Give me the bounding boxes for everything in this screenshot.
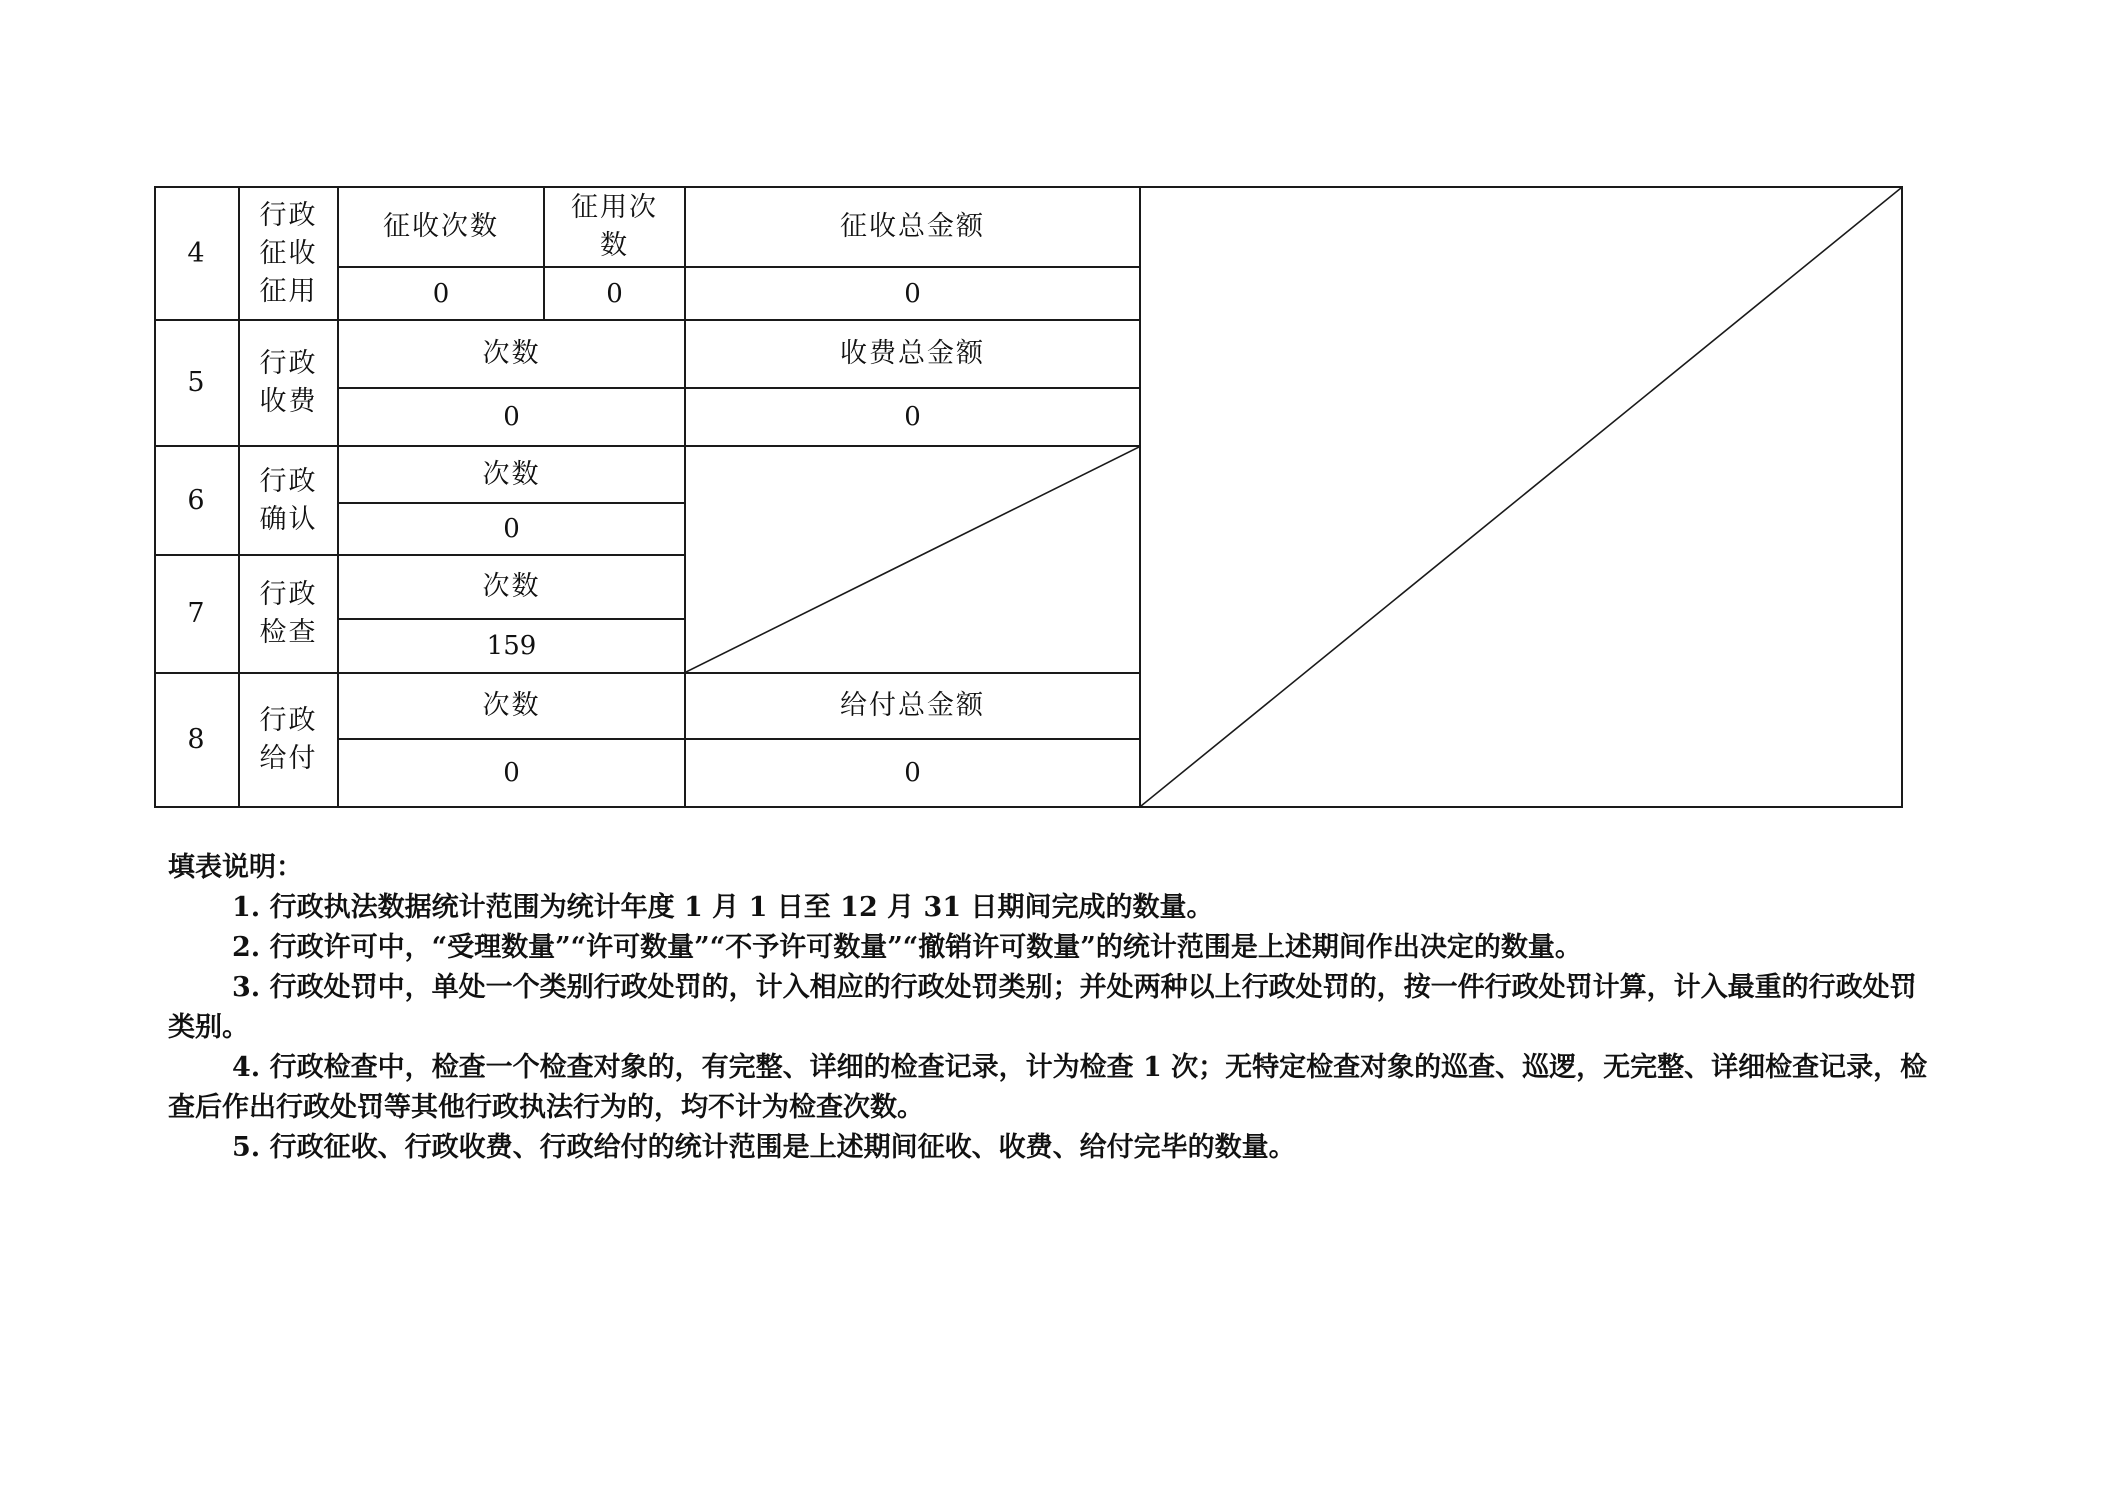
category-line: 征收 bbox=[259, 237, 318, 269]
header-cell: 给付总金额 bbox=[685, 673, 1140, 739]
value-cell: 0 bbox=[544, 267, 685, 320]
value-cell: 0 bbox=[685, 267, 1140, 320]
note-item: 2. 行政许可中，“受理数量”“许可数量”“不予许可数量”“撤销许可数量”的统计范围是上述期间作出决定的数量。 bbox=[232, 932, 1582, 963]
category-line: 行政 bbox=[259, 465, 318, 497]
header-cell: 次数 bbox=[338, 673, 685, 739]
value-cell: 0 bbox=[338, 388, 685, 446]
filling-instructions bbox=[168, 848, 1938, 1168]
note-item: 4. 行政检查中，检查一个检查对象的，有完整、详细的检查记录，计为检查 1 次；无特定检查对象的巡查、巡逻，无完整、详细检查记录，检查后作出行政处罚等其他行政执法行为的，均不计为检查次数。 bbox=[168, 1052, 1928, 1123]
diagonal-line bbox=[686, 447, 1139, 672]
row-number: 8 bbox=[155, 673, 239, 807]
value-cell: 0 bbox=[685, 739, 1140, 807]
statistics-table bbox=[154, 186, 1903, 808]
category-line: 确认 bbox=[259, 503, 318, 535]
value-cell: 159 bbox=[338, 619, 685, 673]
category-line: 行政 bbox=[259, 348, 318, 379]
row-number: 7 bbox=[155, 555, 239, 673]
header-cell: 收费总金额 bbox=[685, 320, 1140, 388]
header-cell: 征用次 数 bbox=[544, 187, 685, 267]
header-cell: 次数 bbox=[338, 446, 685, 503]
row-number: 5 bbox=[155, 320, 239, 446]
diagonal-empty-cell bbox=[685, 446, 1140, 673]
value-cell: 0 bbox=[338, 739, 685, 807]
header-cell: 次数 bbox=[338, 320, 685, 388]
header-cell: 征收总金额 bbox=[685, 187, 1140, 267]
header-cell: 征收次数 bbox=[338, 187, 544, 267]
header-cell: 次数 bbox=[338, 555, 685, 619]
value-cell: 0 bbox=[338, 503, 685, 555]
diagonal-line bbox=[1141, 188, 1901, 806]
category-label bbox=[239, 555, 338, 673]
category-label bbox=[239, 673, 338, 807]
row-number: 6 bbox=[155, 446, 239, 555]
value-cell: 0 bbox=[685, 388, 1140, 446]
category-label bbox=[239, 320, 338, 446]
value-cell: 0 bbox=[338, 267, 544, 320]
category-line: 收费 bbox=[259, 386, 318, 417]
category-line: 行政 bbox=[259, 705, 318, 736]
row-number: 4 bbox=[155, 187, 239, 320]
category-line: 行政 bbox=[259, 199, 318, 231]
category-line: 检查 bbox=[259, 617, 318, 648]
notes-title: 填表说明： bbox=[168, 852, 303, 883]
note-item: 5. 行政征收、行政收费、行政给付的统计范围是上述期间征收、收费、给付完毕的数量。 bbox=[232, 1132, 1296, 1163]
category-line: 行政 bbox=[259, 579, 318, 610]
category-line: 给付 bbox=[259, 743, 318, 774]
note-item: 3. 行政处罚中，单处一个类别行政处罚的，计入相应的行政处罚类别；并处两种以上行政处罚的，按一件行政处罚计算，计入最重的行政处罚类别。 bbox=[168, 972, 1917, 1043]
category-label bbox=[239, 446, 338, 555]
diagonal-empty-cell bbox=[1140, 187, 1902, 807]
note-item: 1. 行政执法数据统计范围为统计年度 1 月 1 日至 12 月 31 日期间完成的数量。 bbox=[232, 892, 1214, 923]
category-line: 征用 bbox=[259, 275, 318, 307]
category-label bbox=[239, 187, 338, 320]
